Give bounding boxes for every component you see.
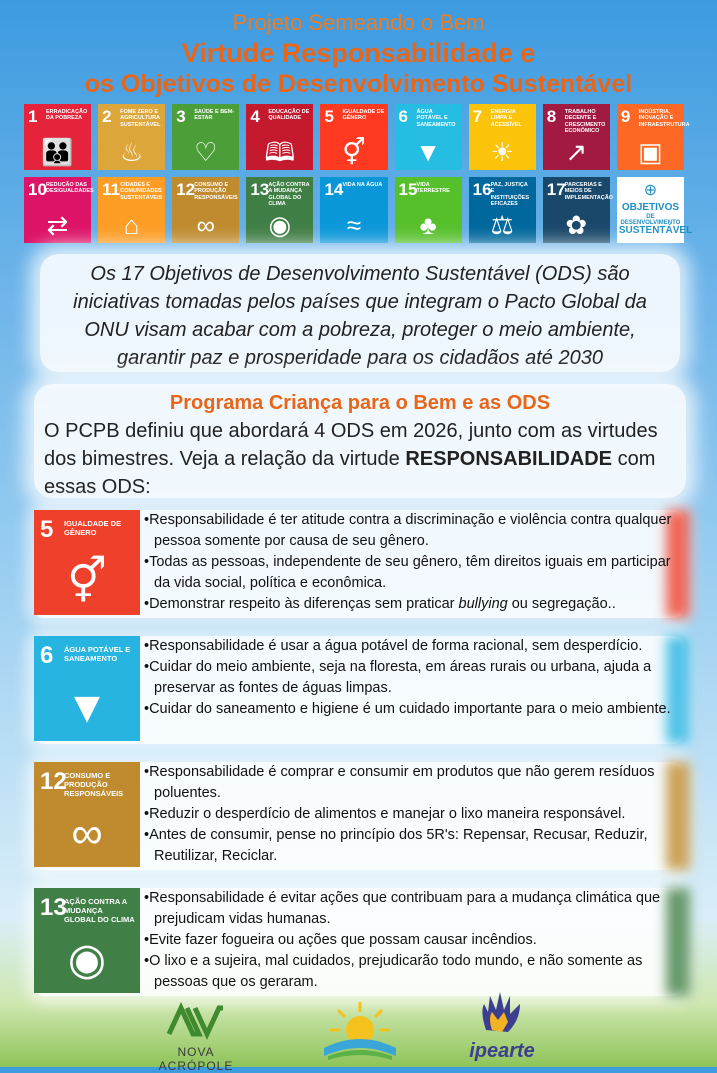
sdg-number: 10 (28, 180, 47, 199)
bullet-list (144, 636, 684, 720)
sdg-number: 4 (250, 107, 260, 126)
sdg-grid (24, 104, 693, 243)
flower-icon: ✿ (565, 210, 588, 240)
title-line-1: Virtude Responsabilidade e (181, 38, 536, 68)
ods-label: IGUALDADE DE GÊNERO (64, 519, 122, 537)
bullet-text: Demonstrar respeito às diferenças sem praticar (149, 596, 459, 612)
sdg-number: 17 (546, 180, 566, 199)
sdg-label: REDUÇÃO DAS DESIGUALDADES (46, 182, 94, 195)
sdg-tile (543, 104, 610, 170)
sdg-label: VIDA TERRESTRE (416, 182, 450, 195)
fish-icon: ≈ (346, 210, 362, 240)
sdg-label: ÁGUA POTÁVEL E SANEAMENTO (416, 109, 456, 128)
sdg-tile (172, 104, 239, 170)
growth-icon: ↗ (565, 137, 588, 167)
people-icon: 👪 (41, 137, 74, 167)
program-virtue: RESPONSABILIDADE (405, 448, 613, 470)
sdg-tile (246, 104, 313, 170)
bullet-item: • O lixo e a sujeira, mal cuidados, prejudicarão todo mundo, e não somente as pessoas que os geraram. (144, 951, 684, 993)
intro-panel (40, 254, 680, 372)
sdg-number: 12 (176, 180, 196, 199)
sdg-tile (469, 177, 536, 243)
ods-row (34, 888, 684, 996)
ods-row (34, 510, 684, 618)
sdg-number: 13 (250, 180, 270, 199)
equality-icon: ⇄ (46, 210, 69, 240)
project-name: Projeto Semeando o Bem (232, 10, 485, 35)
sdg-tile (617, 104, 690, 170)
bullet-item (144, 594, 684, 615)
hand-icon (474, 990, 530, 1036)
sdg-label: SAÚDE E BEM-ESTAR (194, 109, 235, 122)
bullet-item: • Responsabilidade é usar a água potável de forma racional, sem desperdício. (144, 636, 684, 657)
nova-acropole-name: NOVA ACRÓPOLE (158, 1045, 234, 1073)
un-globe-icon: ⊕ (643, 182, 658, 199)
ods-row (34, 762, 684, 870)
bullet-list (144, 762, 684, 867)
sdg-number: 16 (472, 180, 492, 199)
sdg-label: EDUCAÇÃO DE QUALIDADE (268, 109, 310, 122)
ods-number: 13 (40, 894, 67, 921)
dove-icon: ⚖ (490, 210, 514, 240)
eye-globe-icon: ◉ (67, 935, 107, 984)
sdg-label: TRABALHO DECENTE E CRESCIMENTO ECONÔMICO (564, 109, 606, 134)
sdg-number: 7 (472, 107, 483, 126)
sdg-label: PARCERIAS E MEIOS DE IMPLEMENTAÇÃO (564, 182, 613, 201)
ods-card (34, 888, 140, 993)
sdg-tile (320, 104, 387, 170)
ods-number: 12 (40, 768, 67, 795)
book-icon: 🕮 (264, 137, 296, 167)
bullet-item: • Responsabilidade é evitar ações que contribuam para a mudança climática que prejudicam vidas humanas. (144, 888, 684, 930)
heartbeat-icon: ♡ (194, 137, 218, 167)
sdg-label: IGUALDADE DE GÊNERO (342, 109, 385, 122)
sdg-number: 14 (324, 180, 344, 199)
sdg-logo-line3: SUSTENTÁVEL (618, 225, 693, 237)
sdg-tile (320, 177, 387, 243)
footer-logos (0, 1000, 717, 1073)
sdg-tile (246, 177, 313, 243)
program-text-main: O PCPB definiu que abordará 4 ODS em 2026, junto com as virtudes dos bimestres. Veja a relação da virtude (44, 420, 658, 470)
sdg-tile (172, 177, 239, 243)
bowl-icon: ♨ (120, 137, 144, 167)
title-line-2: os Objetivos de Desenvolvimento Sustentável (84, 70, 633, 98)
bullet-item: • Todas as pessoas, independente de seu gênero, têm direitos iguais em participar da vida social, política e econômica. (144, 552, 684, 594)
sdg-number: 5 (324, 107, 334, 126)
water-icon: ▼ (65, 683, 109, 732)
sdg-label: CIDADES E COMUNIDADES SUSTENTÁVEIS (120, 182, 163, 201)
sdg-tile (98, 177, 165, 243)
sdg-logo-tile (617, 177, 693, 243)
sdg-label: AÇÃO CONTRA A MUDANÇA GLOBAL DO CLIMA (268, 182, 310, 207)
bullet-item: • Responsabilidade é comprar e consumir em produtos que não gerem resíduos poluentes. (144, 762, 684, 804)
ipearte-name: ipearte (469, 1040, 535, 1062)
bullet-item: • Cuidar do meio ambiente, seja na floresta, em áreas rurais ou urbana, ajuda a preservar as fontes de águas limpas. (144, 657, 684, 699)
program-title: Programa Criança para o Bem e as ODS (169, 392, 551, 414)
sdg-tile (98, 104, 165, 170)
tree-icon: ♣ (419, 210, 437, 240)
sdg-number: 3 (176, 107, 186, 126)
ods-label: CONSUMO E PRODUÇÃO RESPONSÁVEIS (64, 771, 124, 798)
sdg-tile (24, 177, 94, 243)
program-text (44, 417, 676, 501)
sdg-tile (469, 104, 536, 170)
sdg-label: PAZ, JUSTIÇA E INSTITUIÇÕES EFICAZES (490, 182, 530, 207)
sun-hands-icon (318, 1000, 402, 1062)
gender-icon: ⚥ (342, 137, 366, 167)
bullet-emphasis: bullying (458, 596, 508, 612)
nova-acropole-logo (140, 1004, 252, 1073)
sdg-label: VIDA NA ÁGUA (342, 182, 383, 188)
sdg-label: INDÚSTRIA, INOVAÇÃO E INFRAESTRUTURA (638, 109, 690, 128)
sdg-tile (543, 177, 613, 243)
sdg-number: 8 (546, 107, 557, 126)
water-icon: ▼ (415, 137, 441, 167)
sdg-label: ERRADICAÇÃO DA POBREZA (46, 109, 88, 122)
bullet-list (144, 510, 684, 615)
ods-card (34, 510, 140, 615)
bullet-item: • Responsabilidade é ter atitude contra a discriminação e violência contra qualquer pessoa somente por causa de seu gênero. (144, 510, 684, 552)
city-icon: ⌂ (123, 210, 140, 240)
ods-card (34, 762, 140, 867)
ipearte-logo (466, 990, 538, 1061)
sdg-tile (395, 104, 462, 170)
sdg-number: 15 (398, 180, 418, 199)
intro-text: Os 17 Objetivos de Desenvolvimento Sustentável (ODS) são iniciativas tomadas pelos países que integram o Pacto Global da ONU visam acabar com a pobreza, proteger o meio ambiente, garantir paz e prosperidade para os cidadãos até 2030 (73, 263, 647, 369)
sdg-logo-line2: DE DESENVOLVIMENTO (620, 213, 681, 226)
sdg-label: ENERGIA LIMPA E ACESSÍVEL (490, 109, 522, 128)
ods-label: ÁGUA POTÁVEL E SANEAMENTO (64, 645, 131, 663)
program-logo (318, 1000, 402, 1067)
sun-icon: ☀ (490, 137, 514, 167)
sdg-label: FOME ZERO E AGRICULTURA SUSTENTÁVEL (120, 109, 161, 128)
sdg-label: CONSUMO E PRODUÇÃO RESPONSÁVEIS (194, 182, 238, 201)
bullet-list (144, 888, 684, 993)
nova-acropole-mark-icon (161, 1004, 231, 1038)
eye-globe-icon: ◉ (268, 210, 292, 240)
sdg-logo-line1: OBJETIVOS (621, 202, 680, 213)
ods-card (34, 636, 140, 741)
bullet-item: • Cuidar do saneamento e higiene é um cuidado importante para o meio ambiente. (144, 699, 684, 720)
sdg-number: 11 (102, 180, 121, 199)
bullet-item: • Antes de consumir, pense no princípio dos 5R's: Repensar, Recusar, Reduzir, Reutilizar, Reciclar. (144, 825, 684, 867)
cubes-icon: ▣ (638, 137, 663, 167)
sdg-tile (24, 104, 91, 170)
ods-label: AÇÃO CONTRA A MUDANÇA GLOBAL DO CLIMA (64, 897, 135, 924)
infinity-icon: ∞ (71, 809, 103, 858)
sdg-tile (395, 177, 462, 243)
sdg-number: 2 (102, 107, 112, 126)
ods-number: 5 (40, 516, 54, 543)
sdg-number: 1 (28, 107, 38, 126)
bullet-item: • Reduzir o desperdício de alimentos e manejar o lixo maneira responsável. (144, 804, 684, 825)
infinity-icon: ∞ (196, 210, 216, 240)
bullet-item: • Evite fazer fogueira ou ações que possam causar incêndios. (144, 930, 684, 951)
bullet-text-end: ou segregação.. (507, 596, 616, 612)
program-text-end: com essas ODS: (44, 448, 656, 498)
sdg-number: 6 (398, 107, 409, 126)
ods-number: 6 (40, 642, 54, 669)
gender-icon: ⚥ (67, 557, 107, 606)
sdg-number: 9 (620, 107, 631, 126)
program-panel (34, 384, 686, 498)
ods-row (34, 636, 684, 744)
